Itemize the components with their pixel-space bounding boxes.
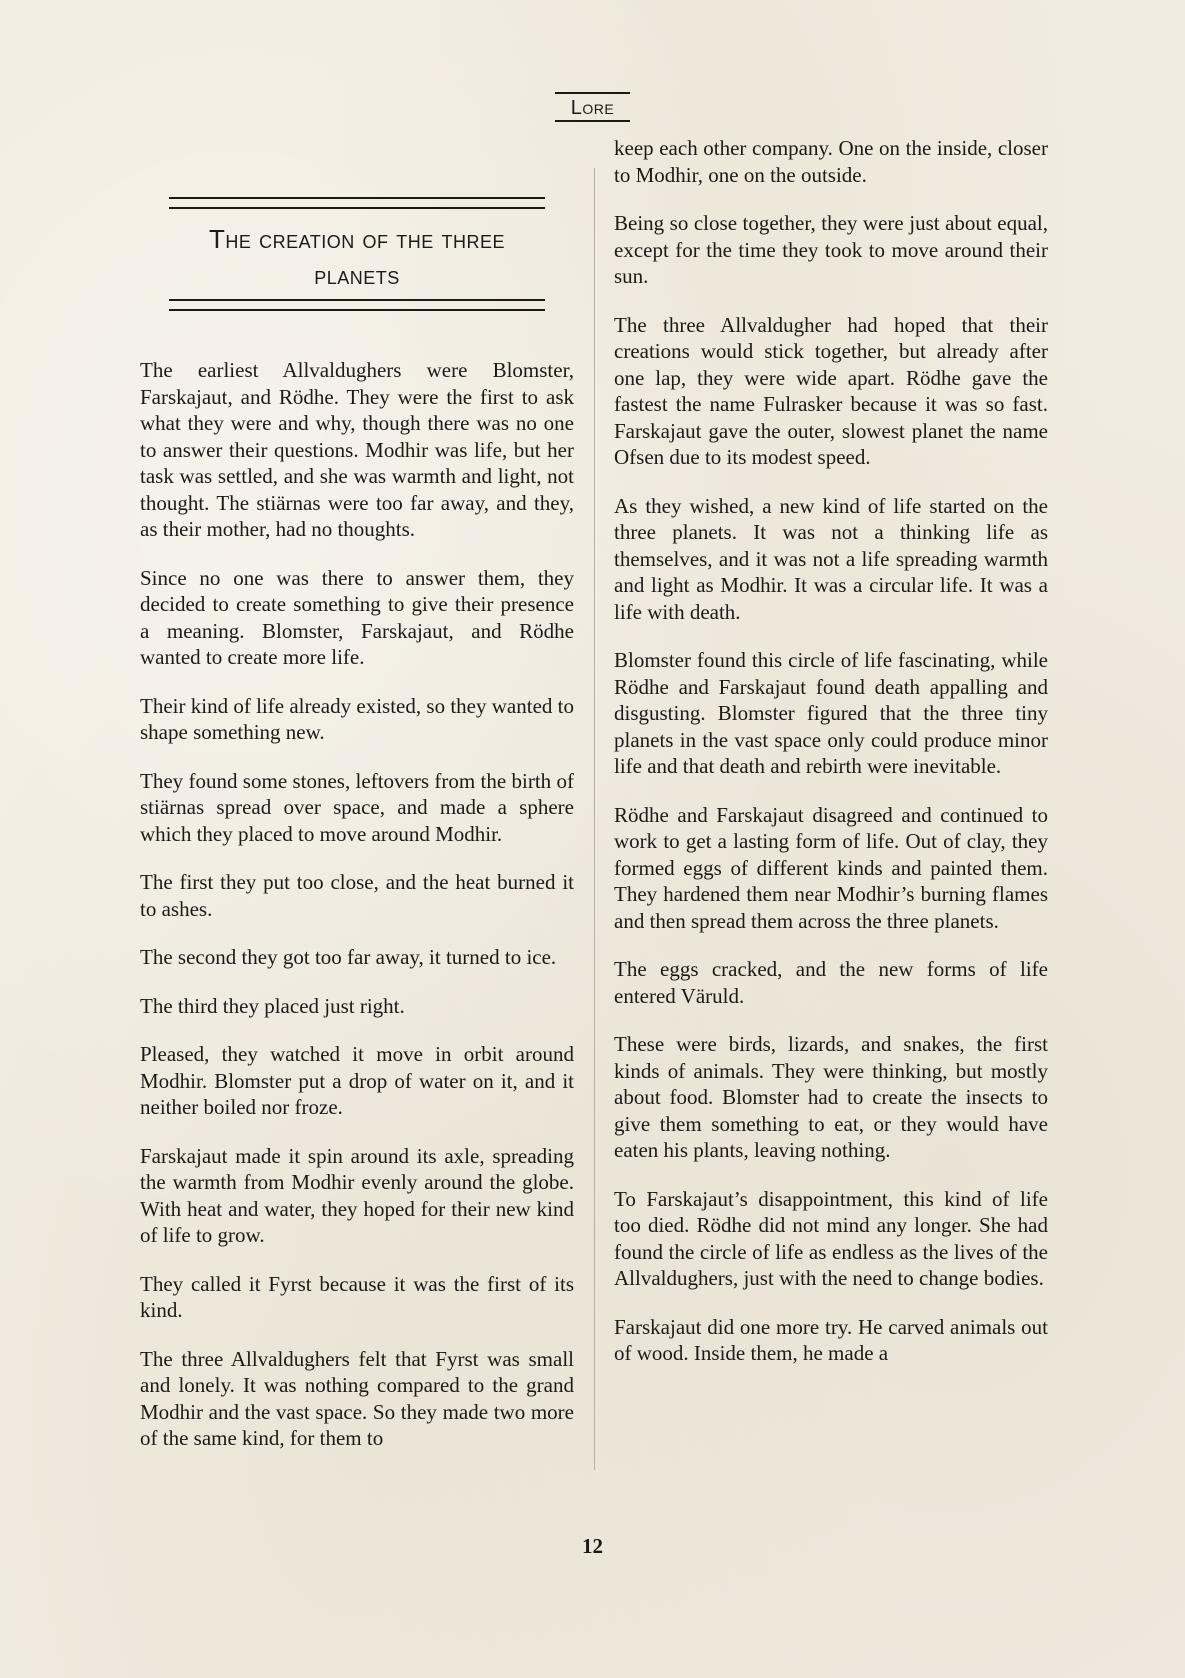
paragraph: Blomster found this circle of life fascinating, while Rödhe and Farskajaut found death appalling and disgusting. Blomster figured that the three tiny planets in the vast space only could produce minor life and that death and rebirth were inevitable. <box>614 648 1048 778</box>
paragraph: The earliest Allvaldughers were Blomster, Farskajaut, and Rödhe. They were the first to ask what they were and why, though there was no one to answer their questions. Modhir was life, but her task was settled, and she was warmth and light, not thought. The stiärnas were too far away, and they, as their mother, had no thoughts. <box>140 358 574 541</box>
chapter-title-box <box>169 197 545 311</box>
column-divider <box>594 168 595 1470</box>
paragraph: These were birds, lizards, and snakes, the first kinds of animals. They were thinking, but mostly about food. Blomster had to create the insects to give them something to eat, or they would have eaten his plants, leaving nothing. <box>614 1032 1048 1162</box>
paragraph: Pleased, they watched it move in orbit around Modhir. Blomster put a drop of water on it, and it neither boiled nor froze. <box>140 1042 574 1119</box>
paragraph: Farskajaut did one more try. He carved animals out of wood. Inside them, he made a <box>614 1314 1048 1365</box>
title-rule-bottom <box>169 299 545 311</box>
paragraph: As they wished, a new kind of life started on the three planets. It was not a thinking life as themselves, and it was not a life spreading warmth and light as Modhir. It was a circular life. It was a life with death. <box>614 493 1048 624</box>
paragraph: Farskajaut made it spin around its axle, spreading the warmth from Modhir evenly around the globe. With heat and water, they hoped for their new kind of life to grow. <box>140 1143 574 1247</box>
title-rule-top <box>169 197 545 209</box>
right-column <box>614 135 1048 1389</box>
paragraph: The three Allvaldugher had hoped that their creations would stick together, but already after one lap, they were wide apart. Rödhe gave the fastest the name Fulrasker because it was so fast. Farskajaut gave the outer, slowest planet the name Ofsen due to its modest speed. <box>614 312 1048 469</box>
chapter-title: The creation of the three planets <box>209 224 505 290</box>
paragraph: The second they got too far away, it turned to ice. <box>140 945 557 969</box>
paragraph: To Farskajaut’s disappointment, this kind of life too died. Rödhe did not mind any longer. She had found the circle of life as endless as the lives of the Allvaldughers, just with the need to change bodies. <box>614 1186 1048 1290</box>
paragraph: Their kind of life already existed, so they wanted to shape something new. <box>140 693 574 744</box>
paragraph: Since no one was there to answer them, they decided to create something to give their presence a meaning. Blomster, Farskajaut, and Rödhe wanted to create more life. <box>140 565 574 669</box>
paragraph: Rödhe and Farskajaut disagreed and continued to work to get a lasting form of life. Out of clay, they formed eggs of different kinds and painted them. They hardened them near Modhir’s burning flames and then spread them across the three planets. <box>614 802 1048 933</box>
left-column <box>140 135 574 1474</box>
paragraph: The third they placed just right. <box>140 993 405 1018</box>
paragraph: The three Allvaldughers felt that Fyrst was small and lonely. It was nothing compared to the grand Modhir and the vast space. So they made two more of the same kind, for them to <box>140 1346 574 1450</box>
page-number: 12 <box>582 1534 603 1558</box>
paragraph: They found some stones, leftovers from the birth of stiärnas spread over space, and made a sphere which they placed to move around Modhir. <box>140 768 574 846</box>
paragraph: Being so close together, they were just about equal, except for the time they took to move around their sun. <box>614 211 1048 288</box>
running-title: Lore <box>555 92 630 122</box>
paragraph: The eggs cracked, and the new forms of life entered Väruld. <box>614 957 1048 1008</box>
running-header <box>0 92 1185 122</box>
paragraph: keep each other company. One on the inside, closer to Modhir, one on the outside. <box>614 136 1048 187</box>
paragraph: The first they put too close, and the heat burned it to ashes. <box>140 870 574 921</box>
paragraph: They called it Fyrst because it was the first of its kind. <box>140 1271 574 1322</box>
